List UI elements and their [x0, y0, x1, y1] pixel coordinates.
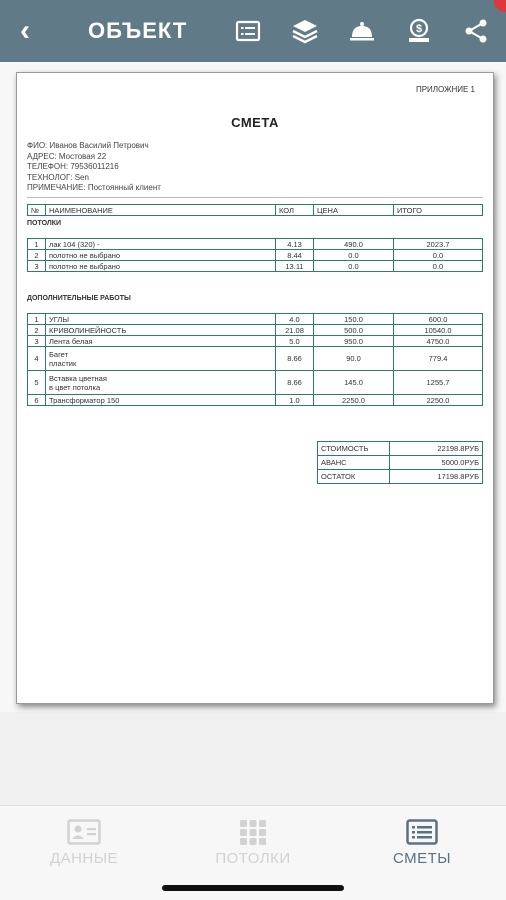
- cell: 2250.0: [314, 395, 394, 406]
- summary-value: 22198.8РУБ: [390, 442, 483, 456]
- list-icon: [235, 18, 261, 44]
- table-row: [28, 336, 483, 347]
- back-button[interactable]: ‹: [20, 14, 30, 47]
- cell: 13.11: [276, 261, 314, 272]
- table-header: [27, 204, 483, 216]
- cashier-icon: [406, 18, 432, 44]
- cell: УГЛЫ: [46, 314, 276, 325]
- table-row: [28, 325, 483, 336]
- cloche-icon: [349, 18, 375, 44]
- list-icon: [338, 818, 506, 846]
- cell: Вставка цветная в цвет потолка: [46, 371, 276, 395]
- table-row: [28, 314, 483, 325]
- col-number: №: [28, 205, 46, 216]
- nav-data-label: ДАННЫЕ: [49, 850, 119, 867]
- nav-estimates[interactable]: [338, 818, 506, 867]
- cell: Лента белая: [46, 336, 276, 347]
- cell: 1: [28, 239, 46, 250]
- col-name: НАИМЕНОВАНИЕ: [46, 205, 276, 216]
- cell: 779.4: [394, 347, 483, 371]
- cell: 600.0: [394, 314, 483, 325]
- home-indicator[interactable]: [162, 885, 344, 891]
- summary-label: АВАНС: [318, 456, 390, 470]
- share-icon: [463, 18, 489, 44]
- technologist: ТЕХНОЛОГ: Sen: [27, 172, 89, 182]
- layers-icon: [292, 18, 318, 44]
- cell: 5.0: [276, 336, 314, 347]
- cell: 0.0: [314, 261, 394, 272]
- client-phone: ТЕЛЕФОН: 79536011216: [27, 162, 119, 171]
- cell: 0.0: [394, 250, 483, 261]
- summary-value: 17198.8РУБ: [390, 470, 483, 484]
- document-viewer[interactable]: [0, 62, 506, 712]
- estimate-sheet: [16, 72, 494, 704]
- list-button[interactable]: [223, 0, 273, 62]
- cell: 4750.0: [394, 336, 483, 347]
- client-info: [27, 141, 161, 194]
- summary-row: [318, 456, 483, 470]
- table-row: [28, 395, 483, 406]
- cell: 6: [28, 395, 46, 406]
- cell: 90.0: [314, 347, 394, 371]
- cell: 3: [28, 336, 46, 347]
- cell: 10540.0: [394, 325, 483, 336]
- table-row: [28, 261, 483, 272]
- col-total: ИТОГО: [394, 205, 483, 216]
- cell: 4.0: [276, 314, 314, 325]
- cell: 2250.0: [394, 395, 483, 406]
- cell: 950.0: [314, 336, 394, 347]
- cell: 2: [28, 250, 46, 261]
- table-row: [28, 239, 483, 250]
- service-button[interactable]: [337, 0, 387, 62]
- cell: 3: [28, 261, 46, 272]
- appendix-label: ПРИЛОЖНИЕ 1: [415, 85, 475, 94]
- cell: 1.0: [276, 395, 314, 406]
- summary-row: [318, 470, 483, 484]
- cell: 5: [28, 371, 46, 395]
- cell: 150.0: [314, 314, 394, 325]
- section-extra-works: ДОПОЛНИТЕЛЬНЫЕ РАБОТЫ: [27, 295, 131, 302]
- summary-value: 5000.0РУБ: [390, 456, 483, 470]
- cell: 0.0: [394, 261, 483, 272]
- table-row: [28, 250, 483, 261]
- client-address: АДРЕС: Мостовая 22: [27, 151, 107, 161]
- layers-button[interactable]: [280, 0, 330, 62]
- cell: 8.44: [276, 250, 314, 261]
- page-title: ОБЪЕКТ: [88, 18, 188, 43]
- cell: Трансформатор 150: [46, 395, 276, 406]
- cell: полотно не выбрано: [46, 261, 276, 272]
- summary-label: ОСТАТОК: [318, 470, 390, 484]
- summary-table: [317, 441, 483, 484]
- share-button[interactable]: [451, 0, 501, 62]
- svg-text:$: $: [415, 23, 423, 35]
- divider: [27, 197, 483, 198]
- cell: 2: [28, 325, 46, 336]
- col-qty: КОЛ: [276, 205, 314, 216]
- grid-icon: [169, 818, 337, 846]
- cell: 490.0: [314, 239, 394, 250]
- cell: полотно не выбрано: [46, 250, 276, 261]
- cell: 8.66: [276, 371, 314, 395]
- client-note: ПРИМЕЧАНИЕ: Постоянный клиент: [27, 183, 161, 192]
- cell: 4: [28, 347, 46, 371]
- cell: 2023.7: [394, 239, 483, 250]
- cell: 4.13: [276, 239, 314, 250]
- cell: 1255.7: [394, 371, 483, 395]
- summary-label: СТОИМОСТЬ: [318, 442, 390, 456]
- document-title: СМЕТА: [231, 115, 279, 130]
- cell: 1: [28, 314, 46, 325]
- contact-card-icon: [0, 818, 168, 846]
- client-name: ФИО: Иванов Василий Петрович: [27, 141, 149, 150]
- cell: 500.0: [314, 325, 394, 336]
- cell: лак 104 (320) -: [46, 239, 276, 250]
- ceilings-table: [27, 238, 483, 272]
- nav-data[interactable]: [0, 818, 168, 867]
- section-ceilings: ПОТОЛКИ: [27, 220, 62, 227]
- cell: Багет пластик: [46, 347, 276, 371]
- table-row: [28, 371, 483, 395]
- nav-ceilings[interactable]: [169, 818, 337, 867]
- cell: 145.0: [314, 371, 394, 395]
- table-row: [28, 347, 483, 371]
- cell: 21.08: [276, 325, 314, 336]
- cell: 0.0: [314, 250, 394, 261]
- toolbar-actions: [223, 0, 506, 62]
- nav-estimates-label: СМЕТЫ: [392, 850, 452, 867]
- col-price: ЦЕНА: [314, 205, 394, 216]
- extras-table: [27, 313, 483, 406]
- summary-row: [318, 442, 483, 456]
- cell: КРИВОЛИНЕЙНОСТЬ: [46, 325, 276, 336]
- nav-ceilings-label: ПОТОЛКИ: [215, 850, 291, 867]
- payment-button[interactable]: [394, 0, 444, 62]
- app-bar: [0, 0, 506, 62]
- cell: 8.66: [276, 347, 314, 371]
